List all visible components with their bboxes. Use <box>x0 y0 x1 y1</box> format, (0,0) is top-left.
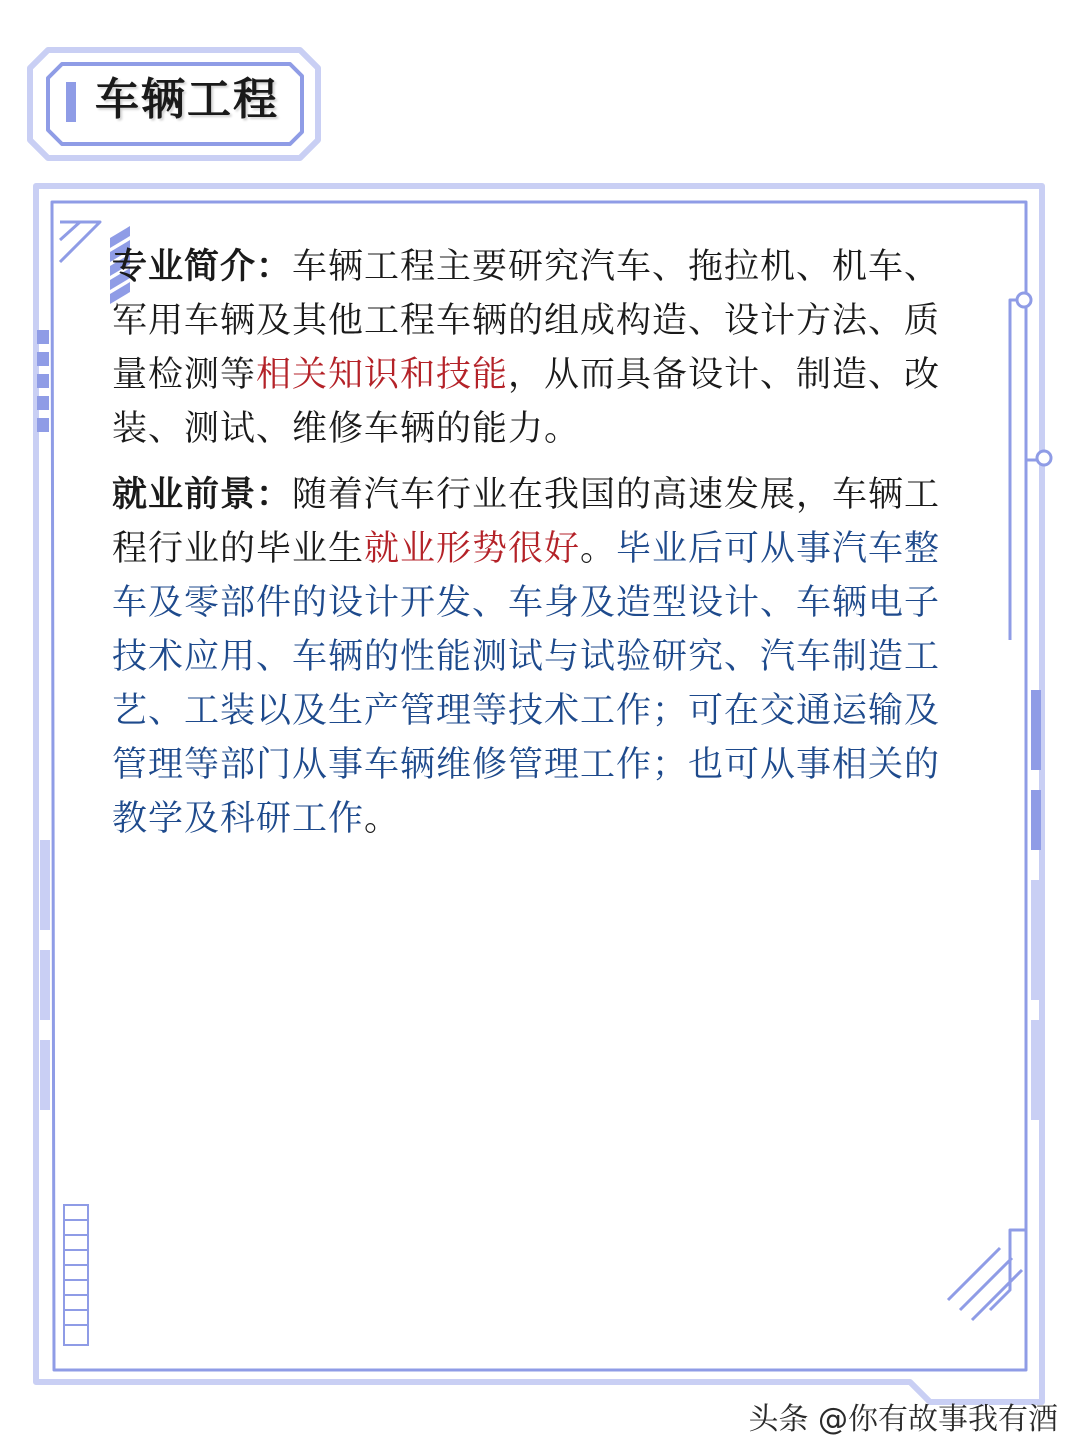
highlight-red-text: 相关知识和技能 <box>256 355 509 395</box>
right-side-bars <box>1031 690 1041 1120</box>
content-body <box>112 240 974 858</box>
section-text: 随着汽车行业在我国的高速发展，车辆工程行业的毕业生 <box>112 475 941 569</box>
watermark: 头条 @你有故事我有酒 <box>748 1402 1058 1437</box>
section-text: 。 <box>364 799 401 839</box>
highlight-red-text: 就业形势很好 <box>364 529 581 569</box>
section-text: 。 <box>580 529 617 569</box>
bottom-left-ladder <box>64 1205 88 1345</box>
highlight-blue-text: 毕业后可从事汽车整车及零部件的设计开发、车身及造型设计、车辆电子技术应用、车辆的性能测试与试验研究、汽车制造工艺、工装以及生产管理等技术工作；可在交通运输及管理等部门从事车辆维修管理工作；也可从事相关的教学及科研工作 <box>112 529 941 839</box>
section-career <box>112 468 974 846</box>
section-text: 车辆工程主要研究汽车、拖拉机、机车、军用车辆及其他工程车辆的组成构造、设计方法、质量检测等 <box>112 247 941 395</box>
page-title: 车辆工程 <box>95 74 279 125</box>
section-label: 专业简介： <box>112 247 293 287</box>
section-text: ，从而具备设计、制造、改装、测试、维修车辆的能力。 <box>112 355 941 449</box>
section-intro <box>112 240 974 456</box>
section-label: 就业前景： <box>112 475 293 515</box>
